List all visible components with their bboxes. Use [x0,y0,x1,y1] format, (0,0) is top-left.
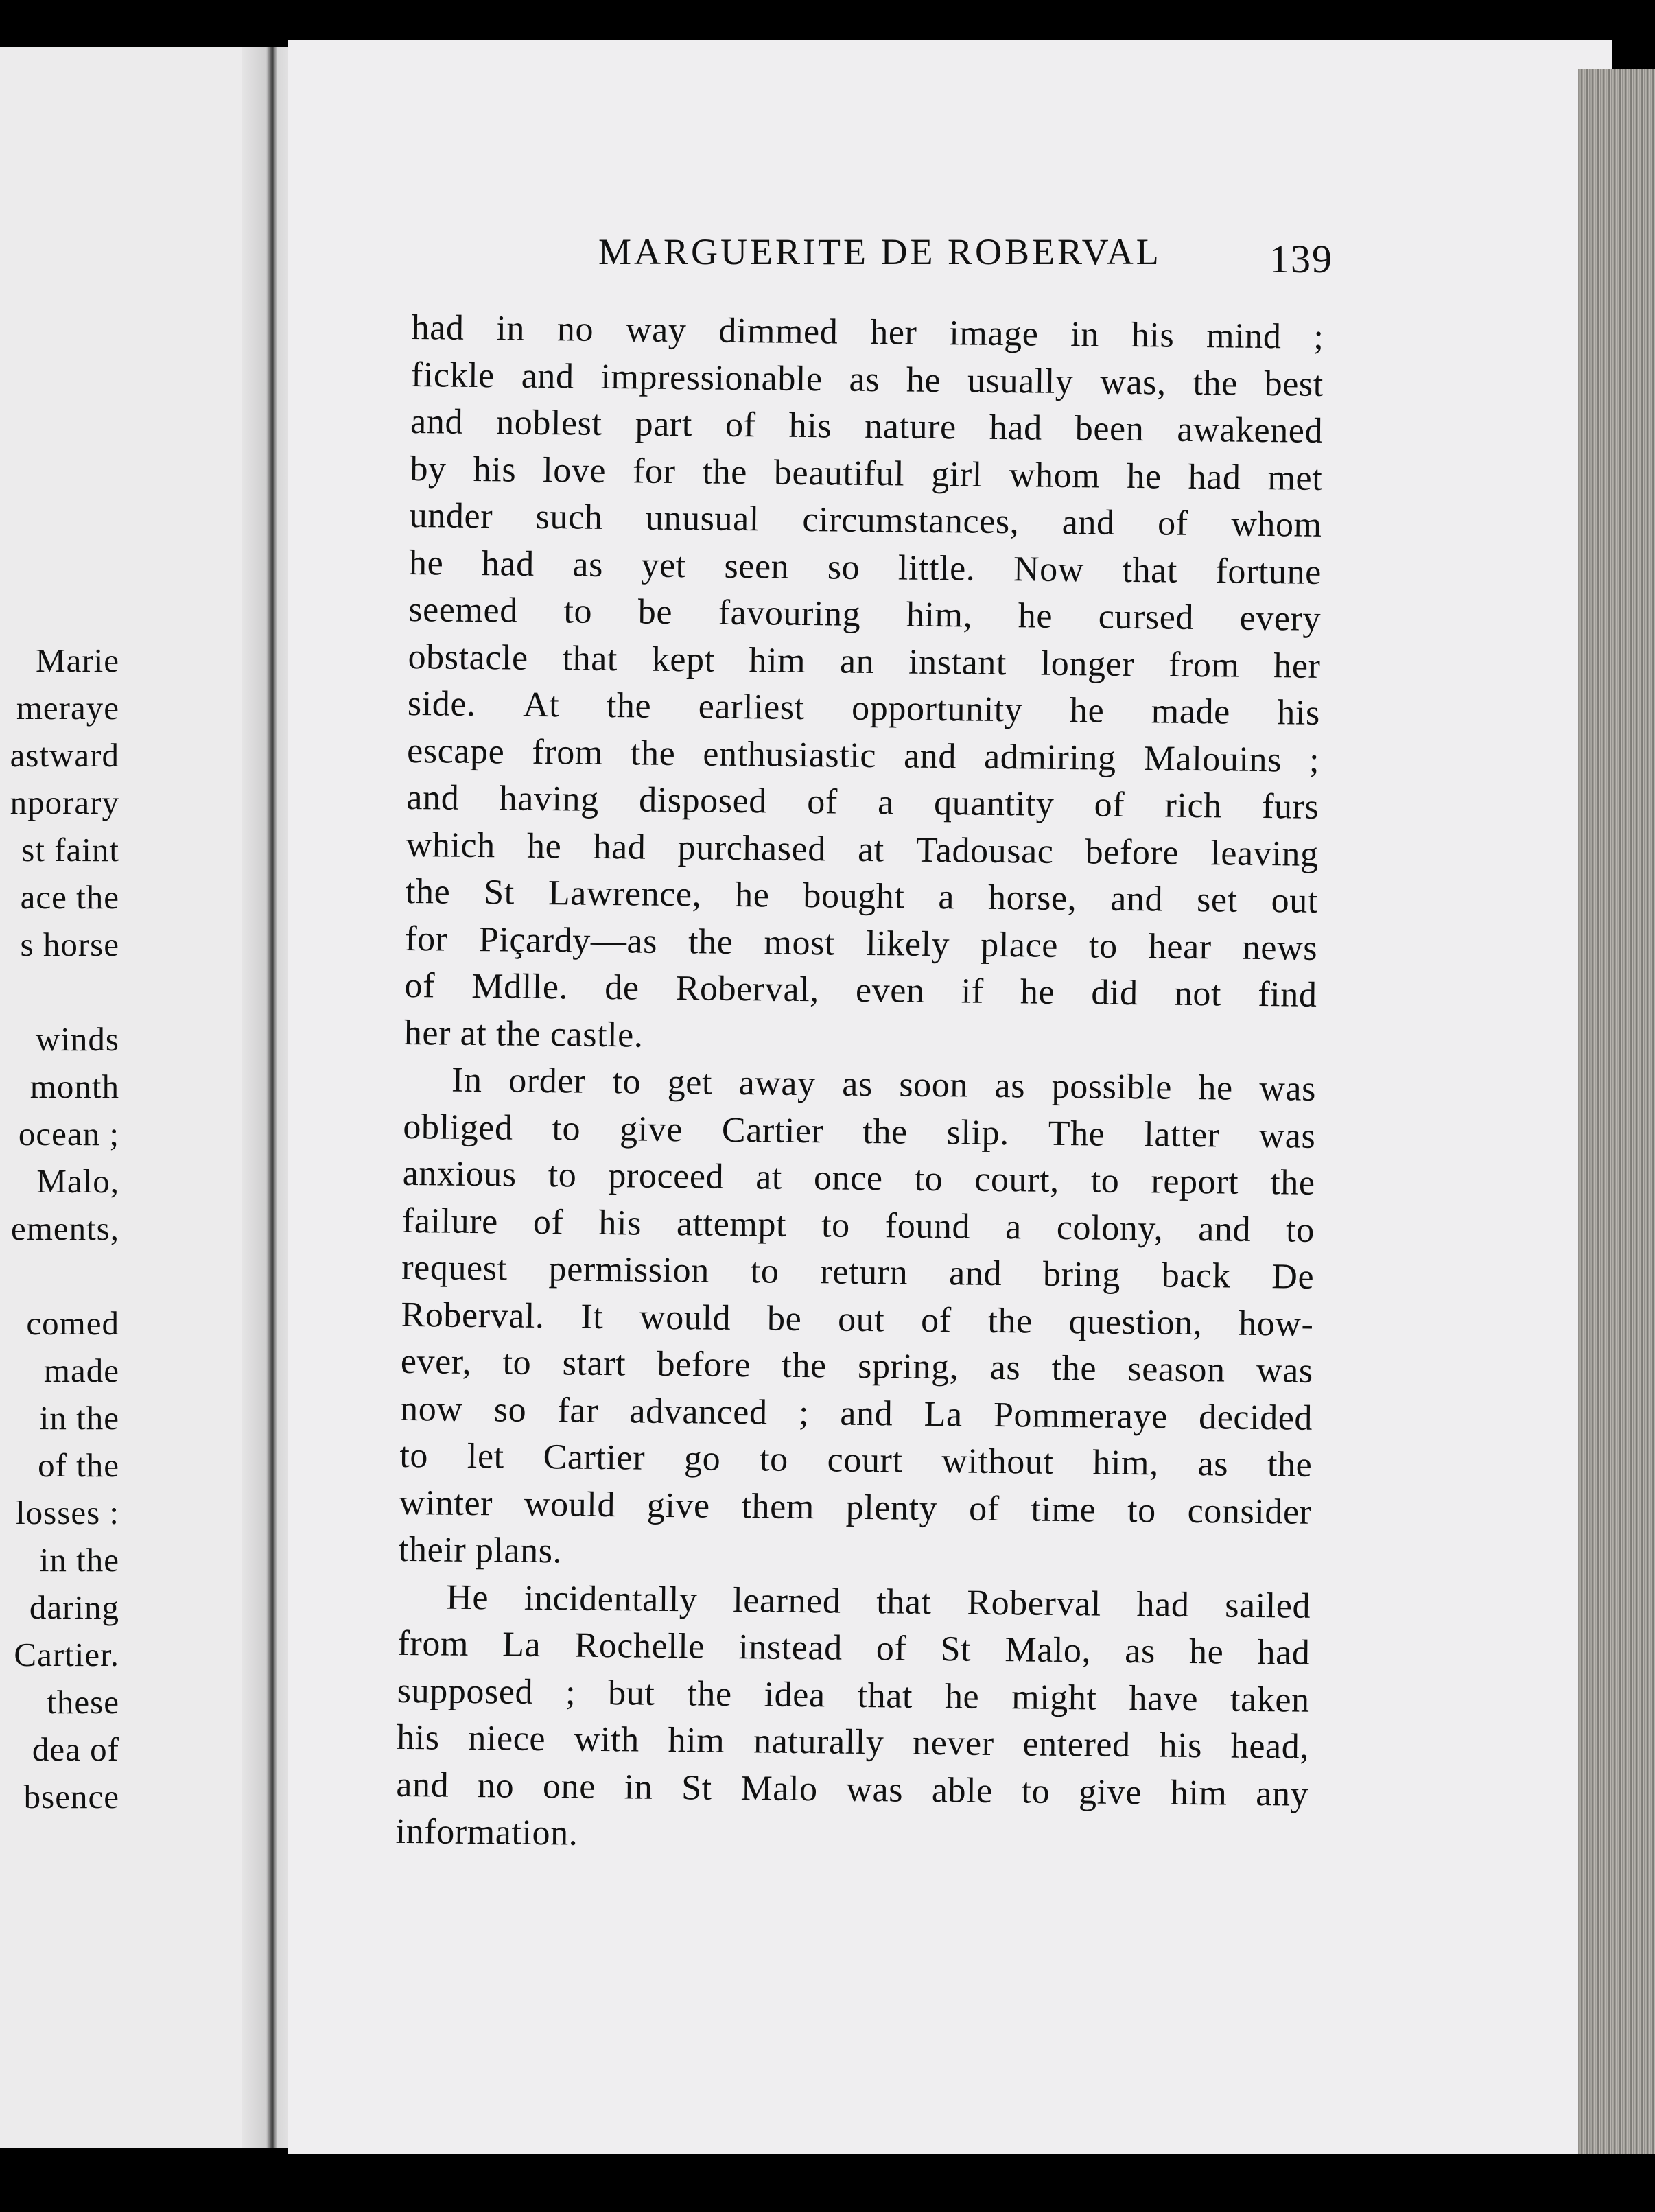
previous-page-line: losses : [16,1494,119,1531]
previous-page-line [0,968,119,1015]
previous-page-line: dea of [32,1730,119,1768]
previous-page-line: ace the [20,878,119,916]
previous-page-line: Cartier. [14,1636,119,1673]
text-line: to let Cartier go to court without him, as the [399,1435,1313,1485]
text-line: obliged to give Cartier the slip. The latter was [403,1107,1316,1156]
text-line: which he had purchased at Tadousac before leaving [406,825,1319,874]
text-line: Roberval. It would be out of the question, how- [401,1295,1314,1344]
text-line: side. At the earliest opportunity he made his [407,683,1321,733]
text-line: failure of his attempt to found a colony, and to [401,1201,1315,1250]
text-line: had in no way dimmed her image in his mind ; [411,307,1324,357]
text-line: In order to get away as soon as possible he was [451,1060,1317,1109]
text-line: winter would give them plenty of time to consider [399,1483,1312,1532]
previous-page-line: nporary [10,784,119,821]
text-line: supposed ; but the idea that he might have taken [397,1671,1310,1720]
body-text [395,305,1324,1865]
previous-page-line: Marie [36,642,119,679]
text-line: escape from the enthusiastic and admiring Malouins ; [406,731,1320,780]
text-line: and no one in St Malo was able to give him any [396,1765,1309,1814]
text-line: information. [395,1811,578,1853]
text-line: request permission to return and bring back De [401,1247,1315,1297]
previous-page-line: meraye [16,689,119,727]
previous-page-line: Malo, [36,1162,119,1200]
previous-page-line [0,1252,119,1299]
previous-page-line: s horse [20,926,119,963]
text-line: seemed to be favouring him, he cursed every [408,589,1322,639]
previous-page-line: ocean ; [18,1115,119,1153]
text-line: anxious to proceed at once to court, to report the [402,1153,1315,1203]
previous-page-line: in the [39,1541,119,1579]
previous-page-text [0,637,119,1820]
previous-page-line: made [43,1352,119,1389]
text-line: obstacle that kept him an instant longer from her [408,637,1321,686]
text-line: now so far advanced ; and La Pommeraye decided [399,1389,1313,1438]
text-line: under such unusual circumstances, and of whom [409,495,1322,545]
page-edge [1578,69,1655,2154]
previous-page-line: comed [26,1304,119,1342]
previous-page-line: month [30,1068,119,1105]
text-line: ever, to start before the spring, as the season was [400,1341,1314,1391]
text-line: their plans. [398,1529,563,1571]
text-line: he had as yet seen so little. Now that fortune [408,543,1322,592]
text-line: and having disposed of a quantity of rich furs [406,777,1319,827]
text-line: of Mdlle. de Roberval, even if he did not find [404,965,1317,1015]
running-title: MARGUERITE DE ROBERVAL [598,231,1162,272]
previous-page-line: these [47,1683,119,1721]
text-line: He incidentally learned that Roberval had sailed [445,1577,1311,1626]
previous-page-line: daring [29,1588,119,1626]
text-line: from La Rochelle instead of St Malo, as he had [397,1623,1311,1673]
previous-page-line: ements, [10,1210,119,1247]
text-line: fickle and impressionable as he usually was, the best [410,355,1324,404]
page-number: 139 [1269,237,1333,281]
previous-page-line: winds [35,1020,119,1058]
previous-page-line: astward [10,736,119,774]
previous-page-line: bsence [23,1778,119,1815]
text-line: by his love for the beautiful girl whom he had met [410,449,1323,498]
text-line: her at the castle. [403,1013,644,1055]
text-line: the St Lawrence, he bought a horse, and set out [405,871,1319,921]
previous-page-line: of the [38,1446,119,1484]
text-line: for Piçardy—as the most likely place to hear news [405,919,1318,968]
previous-page-line: in the [39,1399,119,1437]
text-line: his niece with him naturally never entered his head, [396,1717,1310,1767]
previous-page [0,47,269,2148]
text-line: and noblest part of his nature had been awakened [410,401,1324,451]
previous-page-line: st faint [21,831,119,869]
